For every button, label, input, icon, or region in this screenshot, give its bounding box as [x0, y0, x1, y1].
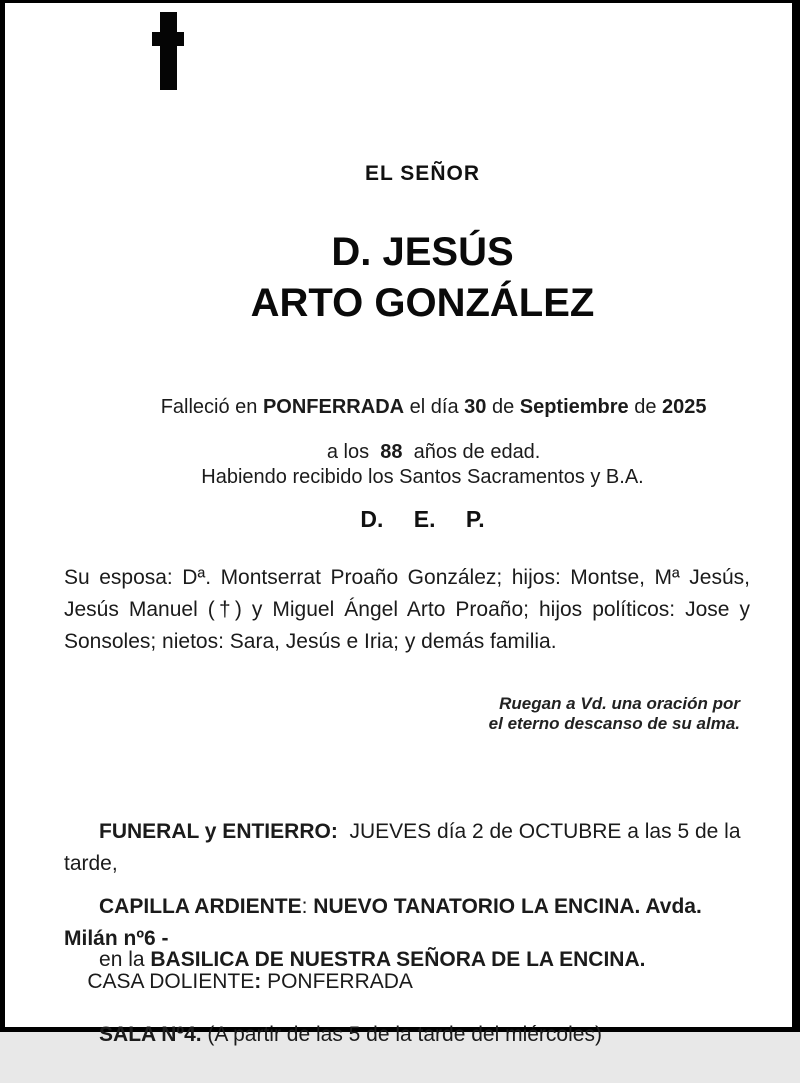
death-text: Falleció en — [160, 396, 263, 418]
prayer-text — [300, 694, 740, 734]
death-text: de — [486, 396, 520, 418]
cross-bar — [152, 32, 184, 46]
chapel-note: (A partir de las 5 de la tarde del miércoles) — [201, 1023, 602, 1046]
prayer-line1: Ruegan a Vd. una oración por — [499, 694, 740, 713]
death-year: 2025 — [662, 396, 707, 418]
dep-abbreviation: D. E. P. — [360, 506, 485, 532]
age-text: años de edad. — [408, 441, 541, 463]
death-text: el día — [404, 396, 465, 418]
chapel-room: SALA Nº4. — [99, 1023, 202, 1046]
chapel-label: CAPILLA ARDIENTE — [99, 895, 302, 918]
prayer-line2: el eterno descanso de su alma. — [488, 714, 740, 733]
death-month: Septiembre — [519, 396, 629, 418]
death-text: de — [628, 396, 663, 418]
age-text: a los — [326, 441, 375, 463]
mourning-home-line — [64, 934, 750, 1030]
frame-right — [792, 0, 800, 1032]
funeral-place: BASILICA DE NUESTRA SEÑORA DE LA ENCINA. — [150, 948, 646, 971]
death-day: 30 — [464, 396, 487, 418]
sacraments-line: Habiendo recibido los Santos Sacramentos y B.A. — [201, 466, 644, 488]
home-place: PONFERRADA — [261, 970, 413, 993]
chapel-place: NUEVO TANATORIO LA ENCINA. Avda. Milán nº6 - — [64, 895, 708, 950]
home-colon: : — [254, 970, 262, 993]
funeral-place-prefix: en la — [99, 948, 151, 971]
home-label: CASA DOLIENTE — [87, 970, 255, 993]
deceased-name-line2: ARTO GONZÁLEZ — [250, 281, 595, 325]
cross-stem — [160, 12, 177, 90]
deceased-name-line1: D. JESÚS — [331, 230, 514, 274]
frame-left — [0, 0, 5, 1032]
funeral-details: JUEVES día 2 de OCTUBRE a las 5 de la tarde, — [64, 820, 747, 875]
latin-cross-icon — [152, 12, 184, 90]
chapel-colon: : — [301, 895, 314, 918]
family-paragraph: Su esposa: Dª. Montserrat Proaño González; hijos: Montse, Mª Jesús, Jesús Manuel (†) y Miguel Ángel Arto Proaño; hijos políticos: Jose y Sonsoles; nietos: Sara, Jesús e Iria; y demás familia. — [64, 566, 750, 653]
honorific-title: EL SEÑOR — [365, 162, 480, 185]
age-number: 88 — [374, 441, 409, 463]
death-place: PONFERRADA — [262, 396, 405, 418]
funeral-label: FUNERAL y ENTIERRO: — [99, 820, 338, 843]
deceased-name — [90, 227, 755, 329]
frame-top — [0, 0, 800, 3]
